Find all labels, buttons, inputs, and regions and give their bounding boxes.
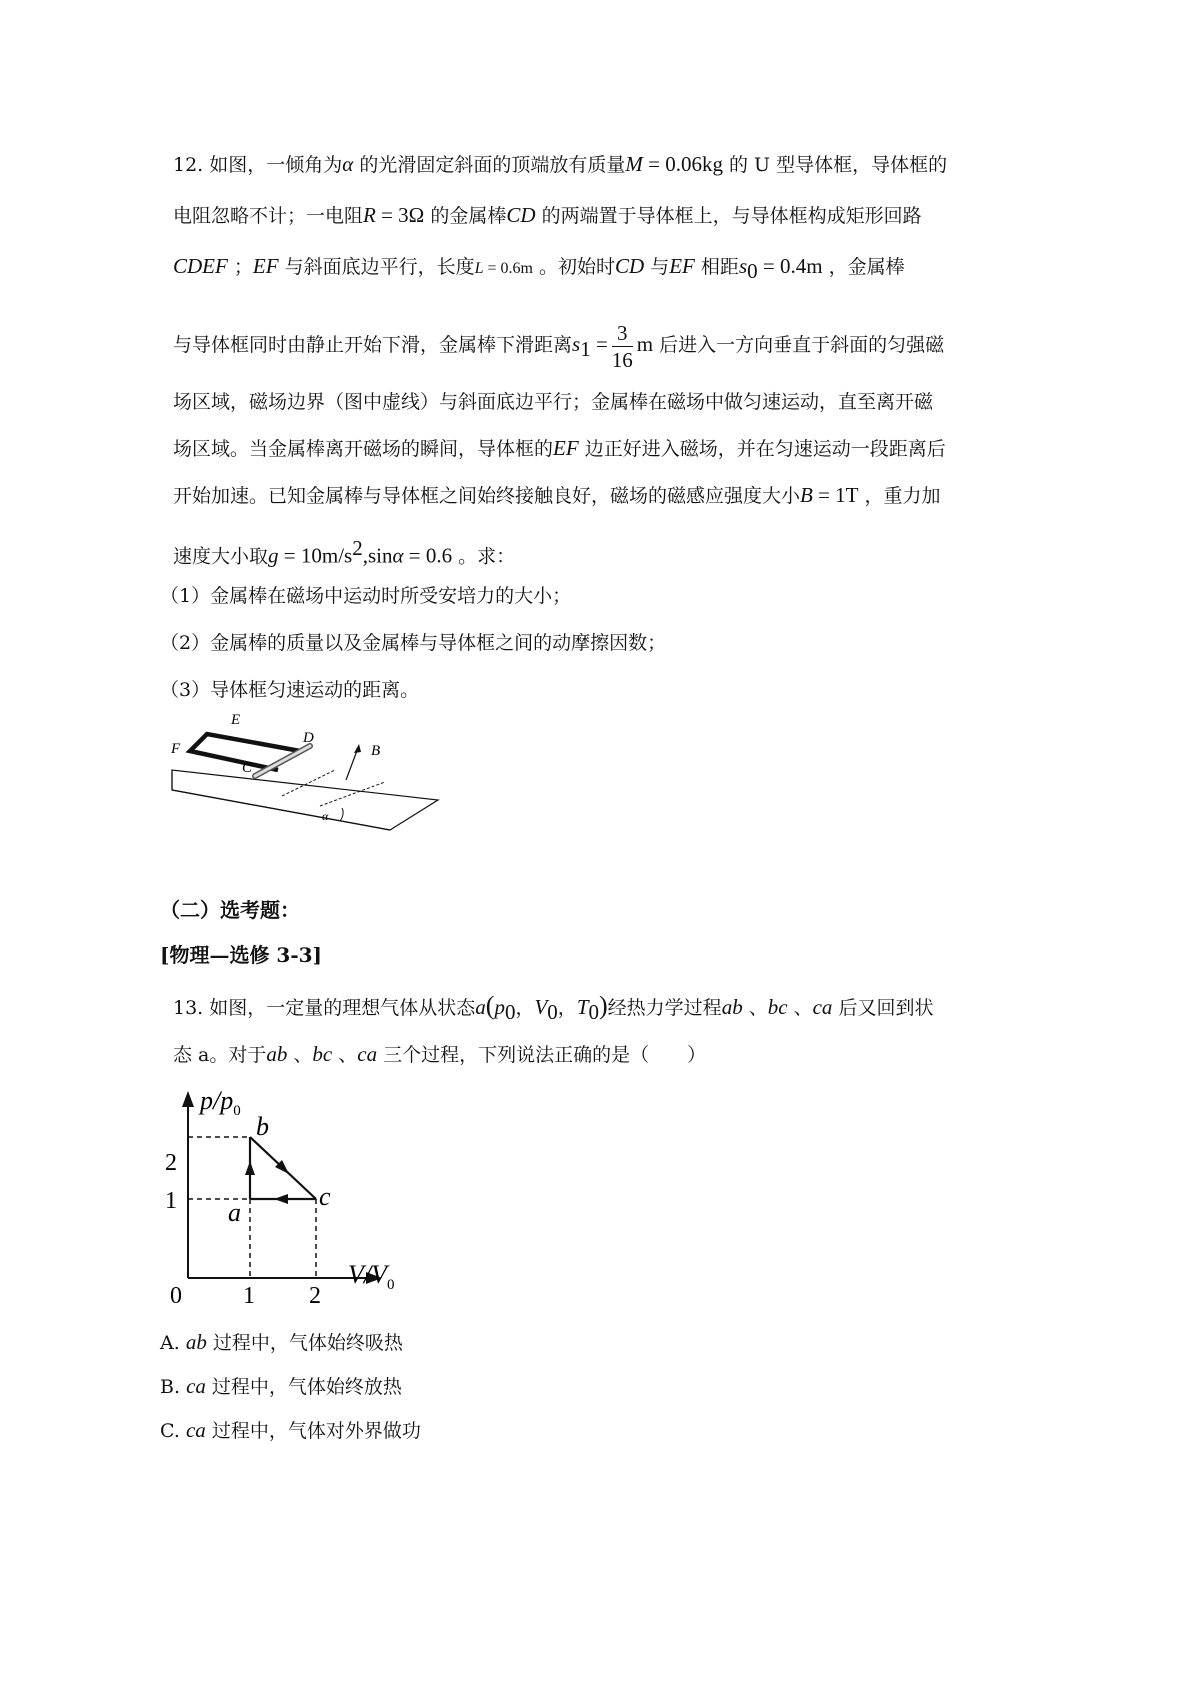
q12-line-2 [173,201,922,230]
math-ca: ca [812,995,833,1019]
text: ，重力加 [858,485,941,507]
option-c[interactable] [160,1416,421,1445]
q12-line-6 [173,434,946,463]
label-E: E [231,712,241,728]
math-subscript: 0 [588,999,599,1024]
b-field-arrowhead [354,744,361,753]
x-axis-label-sub: 0 [387,1277,395,1293]
incline-figure [160,710,480,850]
text: 。求： [452,545,516,568]
text: 如图，一定量的理想气体从状态 [209,997,476,1019]
math-subscript: 1 [580,336,591,361]
question-number: 13. [173,997,204,1019]
section-title: （二）选考题： [160,898,300,922]
math-EF: EF [669,254,695,278]
math-value: = 0.06kg [642,152,723,176]
math-subscript: 0 [747,258,758,283]
y-tick-1: 1 [165,1188,177,1214]
point-a-label: a [228,1198,241,1227]
point-c-label: c [319,1182,331,1211]
question-number: 12. [173,154,204,176]
pv-graph [160,1085,460,1315]
option-text: 过程中，气体始终放热 [205,1376,402,1398]
x-axis-label-text: V/V [348,1260,387,1289]
text: 场区域。当金属棒离开磁场的瞬间，导体框的 [173,438,554,460]
math-V: V [534,995,548,1019]
q12-line-3 [173,252,905,285]
fraction-numerator: 3 [612,320,633,347]
metal-rod-highlight [255,746,310,776]
text: 电阻忽略不计；一电阻 [173,205,364,227]
math-value: = 0.6m [483,260,533,277]
text: 开始加速。已知金属棒与导体框之间始终接触良好，磁场的磁感应强度大小 [173,485,801,507]
x-tick-1: 1 [243,1283,255,1309]
option-b[interactable] [160,1372,402,1401]
text: 后又回到状 [832,997,934,1019]
y-tick-2: 2 [165,1150,177,1176]
option-letter: A. [160,1332,180,1354]
option-text: 过程中，气体始终吸热 [206,1332,403,1354]
math-state: a [475,995,486,1019]
incline-edge [172,790,390,830]
text: 、 [787,997,813,1019]
option-letter: C. [160,1420,180,1442]
incline-top-face [172,770,438,830]
math-value: = 1T [812,483,859,507]
math-unit: m [636,332,654,356]
text: 的 U 型导体框，导体框的 [722,154,948,176]
text: 、 [332,1044,358,1066]
q12-line-7 [173,481,941,510]
x-tick-2: 2 [309,1283,321,1309]
text: 、 [742,997,768,1019]
q13-line-2 [173,1040,706,1069]
math-R: R [363,203,376,227]
arrow-ca [274,1194,288,1204]
section-subtitle: [物理—选修 3-3] [160,943,323,967]
math-value: = 0.6 [403,543,453,568]
fraction-denominator: 16 [611,347,633,372]
math-ca: ca [357,1042,378,1066]
math-M: M [625,152,643,176]
math-subscript: 0 [504,999,516,1024]
math-bc: bc [767,995,788,1019]
q12-subquestion-2: （2）金属棒的质量以及金属棒与导体框之间的动摩擦因数； [160,632,667,654]
text: 与 [644,256,670,278]
q13-line-1: 13. 如图，一定量的理想气体从状态$a(p_0$，$V_0$，$T_0$)经热力学过程ab 、bc 、ca 后又回到状 [173,991,934,1024]
option-text: 过程中，气体对外界做功 [205,1420,421,1442]
option-a[interactable] [160,1328,403,1357]
math-equals: = [590,332,608,356]
math-B: B [800,483,813,507]
math-s: s [738,254,748,278]
q12-line-5: 场区域，磁场边界（图中虚线）与斜面底边平行；金属棒在磁场中做匀速运动，直至离开磁 [173,391,934,413]
label-F: F [171,741,181,757]
label-D: D [303,730,314,746]
q12-line-4 [173,316,944,377]
q12-subquestion-1: （1）金属棒在磁场中运动时所受安培力的大小； [160,585,572,607]
origin-label: 0 [170,1283,182,1309]
math-alpha: α [392,543,404,568]
text: 的光滑固定斜面的顶端放有质量 [353,154,626,176]
text: 经热力学过程 [607,997,722,1019]
math-CDEF: CDEF [173,254,228,278]
math-bc: bc [312,1042,333,1066]
text: 后进入一方向垂直于斜面的匀强磁 [653,334,945,356]
option-math: ca [186,1374,206,1398]
math-ab: ab [721,995,743,1019]
text: 相距 [694,256,739,278]
point-b-label: b [256,1112,269,1141]
label-B: B [371,743,381,759]
text: 、 [287,1044,313,1066]
text: 边正好进入磁场，并在匀速运动一段距离后 [578,438,946,460]
y-axis-label [198,1086,241,1119]
option-math: ab [185,1330,207,1354]
text: 三个过程，下列说法正确的是（ ） [377,1044,707,1066]
text: 与导体框同时由静止开始下滑，金属棒下滑距离 [173,334,573,356]
math-EF: EF [553,436,579,460]
math-ab: ab [266,1042,288,1066]
x-axis-label [348,1260,395,1293]
math-sin: ,sin [362,543,393,568]
field-boundary-2 [320,782,385,806]
q12-line-1 [173,150,947,179]
text: 态 a。对于 [173,1044,267,1066]
q12-line-8 [173,534,515,570]
math-CD: CD [506,203,536,227]
b-field-arrow [346,748,358,780]
text: 与斜面底边平行，长度 [278,256,475,278]
fraction [612,320,633,373]
text: 的金属棒 [424,205,507,227]
math-L: L [474,260,484,277]
math-EF: EF [252,254,279,278]
text: 如图，一倾角为 [209,154,343,176]
text: ； [227,256,253,278]
y-axis-label-text: p/p [200,1086,234,1115]
math-superscript: 2 [352,536,363,560]
text: 速度大小取 [173,545,269,568]
option-letter: B. [160,1376,181,1398]
text: ，金属棒 [822,256,905,278]
math-p: p [494,995,505,1019]
label-C: C [242,760,253,776]
math-value: = 10m/s [278,543,353,568]
y-axis-label-sub: 0 [233,1103,241,1119]
math-g: g [268,543,279,568]
paren-open: ( [485,991,495,1020]
math-s: s [572,332,581,356]
paren-close: ) [599,991,608,1020]
option-math: ca [185,1418,206,1442]
math-value: = 0.4m [757,254,823,278]
label-alpha: α [322,809,329,823]
arrow-ab [245,1161,255,1175]
y-axis-arrowhead [182,1091,194,1107]
math-T: T [576,995,589,1019]
math-value: = 3Ω [375,203,425,227]
math-CD: CD [615,254,645,278]
q12-subquestion-3: （3）导体框匀速运动的距离。 [160,679,420,701]
angle-arc [340,808,343,821]
math-alpha: α [342,152,354,176]
math-subscript: 0 [547,999,558,1024]
text: 。初始时 [532,256,615,278]
text: 的两端置于导体框上，与导体框构成矩形回路 [535,205,922,227]
